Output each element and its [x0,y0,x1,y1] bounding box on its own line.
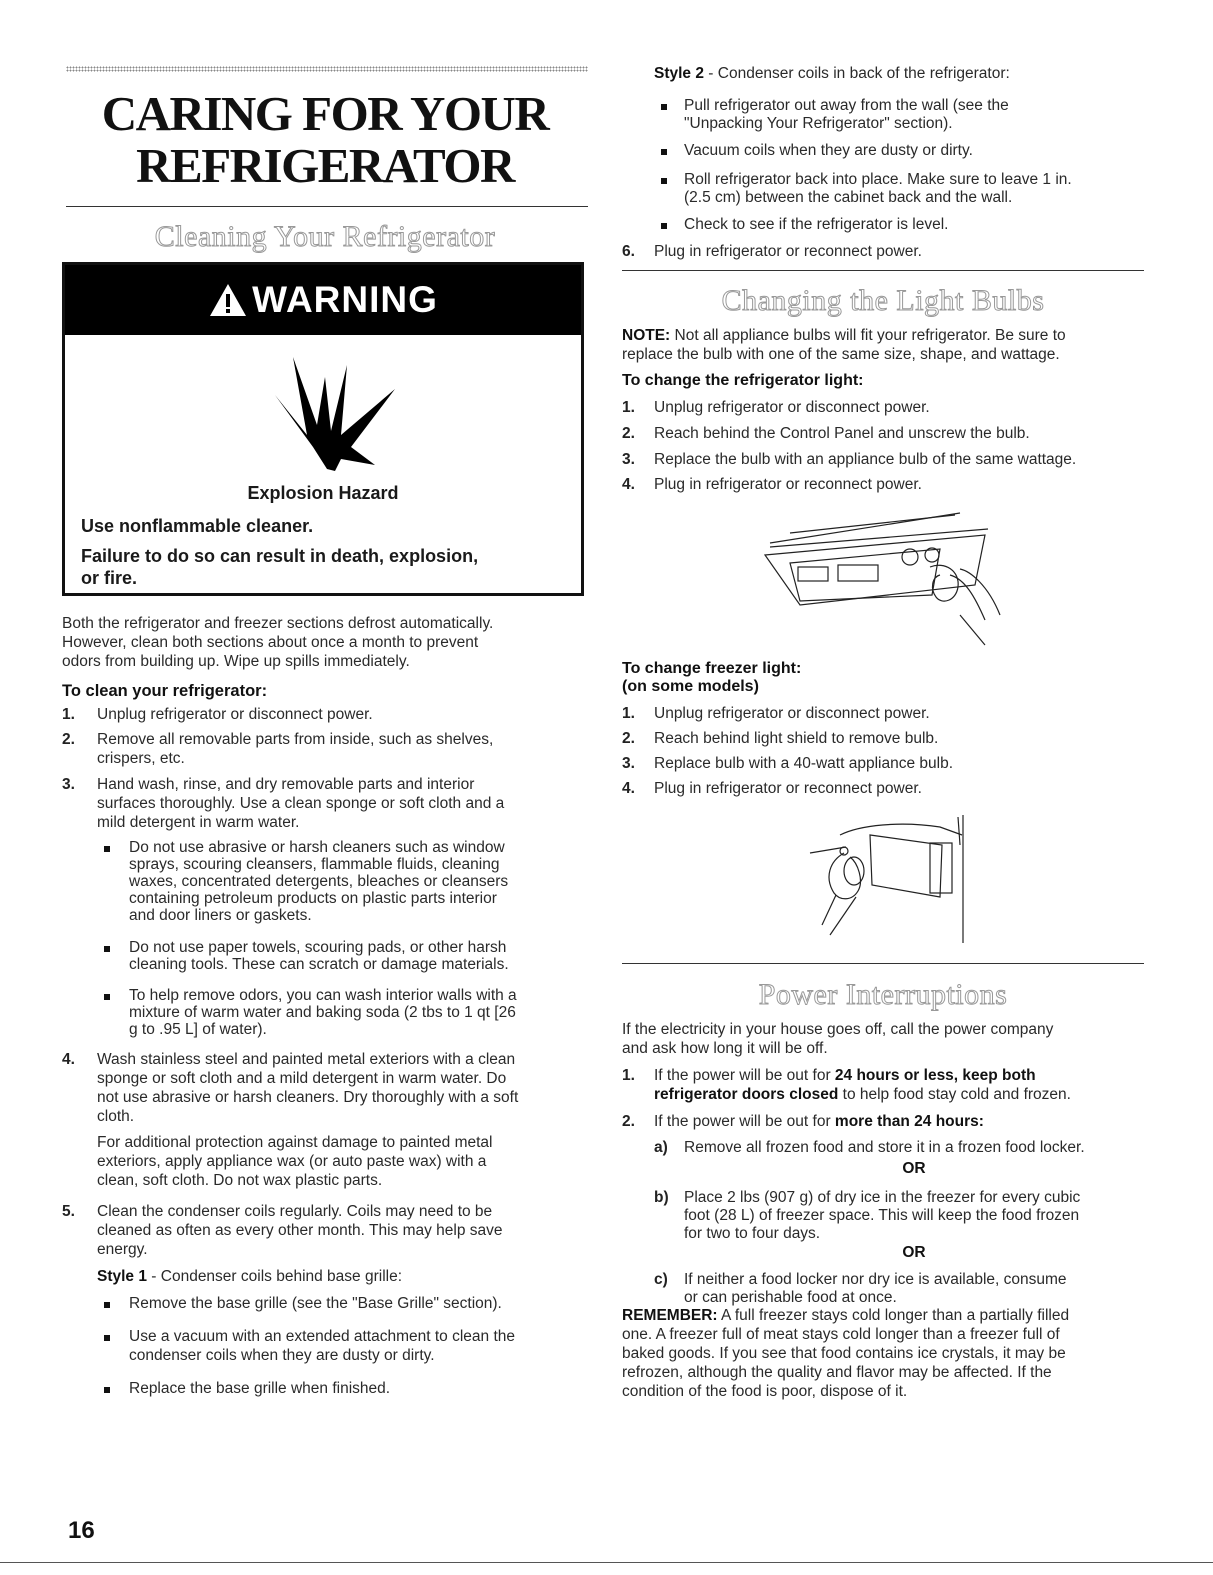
step-text: Replace bulb with a 40-watt appliance bulb. [654,755,953,772]
cleaning-intro [62,614,588,671]
bullet-text: Pull refrigerator out away from the wall (see the [684,97,1009,114]
remember-text: refrozen, although the quality and flavor may be affected. If the [622,1364,1052,1381]
bullet-text: cleaning tools. These can scratch or damage materials. [129,956,509,973]
freezer-light-heading [622,660,801,696]
style1-label: Style 1 [97,1268,147,1285]
step-text: cleaned as often as every other month. This may help save [97,1222,503,1239]
freezer-heading-line2: (on some models) [622,678,759,695]
bullet [104,946,110,952]
bullet-text: waxes, concentrated detergents, bleaches or cleansers [129,873,509,890]
remember-text: baked goods. If you see that food contains ice crystals, it may be [622,1345,1066,1362]
title-divider [66,206,588,207]
step-text: cloth. [97,1108,135,1125]
page-title [62,88,588,192]
freezer-light-illustration [800,805,980,945]
substep-text: or can perishable food at once. [684,1289,897,1306]
power-step2-pre: If the power will be out for [654,1113,835,1130]
step-number: 1. [62,706,75,723]
bullet [104,1387,110,1393]
step-text: Unplug refrigerator or disconnect power. [97,706,373,723]
bullet-text: and door liners or gaskets. [129,907,312,924]
freezer-light-steps [622,704,1146,804]
bullet-text: Do not use paper towels, scouring pads, or other harsh [129,939,507,956]
substep-text: foot (28 L) of freezer space. This will keep the food frozen [684,1207,1080,1224]
step-text: Plug in refrigerator or reconnect power. [654,476,922,493]
bullet-text: g to .95 L] of water). [129,1021,267,1038]
bulb-note [622,326,1146,364]
bullet-text: Vacuum coils when they are dusty or dirty. [684,142,973,159]
substep-text: Remove all frozen food and store it in a frozen food locker. [684,1139,1085,1156]
step-text: Replace the bulb with an appliance bulb of the same wattage. [654,451,1077,468]
hazard-instruction: Use nonflammable cleaner. [81,516,314,536]
power-step1-rest: to help food stay cold and frozen. [838,1086,1071,1103]
step-text: sponge or soft cloth and a mild detergent in warm water. Do [97,1070,507,1087]
step-number: 3. [622,451,635,468]
step-text: surfaces thoroughly. Use a clean sponge or soft cloth and a [97,795,505,812]
step-text: Wash stainless steel and painted metal exteriors with a clean [97,1051,516,1068]
top-dotted-rule [66,66,588,72]
refrigerator-light-illustration [760,505,1010,655]
power-step1-bold: 24 hours or less, keep both [834,1067,1036,1084]
or-label: OR [902,1244,926,1261]
step-text: mild detergent in warm water. [97,814,300,831]
style2-label: Style 2 [654,65,704,82]
step-text: exteriors, apply appliance wax (or auto paste wax) with a [97,1153,487,1170]
bullet-text: "Unpacking Your Refrigerator" section). [684,115,953,132]
substep-letter: a) [654,1139,668,1156]
bullet-text: mixture of warm water and baking soda (2 tbs to 1 qt [26 [129,1004,516,1021]
step-number: 2. [62,731,75,748]
note-label: NOTE: [622,327,671,344]
power-intro-line: If the electricity in your house goes off, call the power company [622,1021,1054,1038]
hazard-name: Explosion Hazard [247,483,399,503]
cleaning-steps [62,705,588,1395]
step-text: Unplug refrigerator or disconnect power. [654,399,930,416]
step-number: 2. [622,730,635,747]
fridge-light-heading: To change the refrigerator light: [622,372,864,389]
power-step1-pre: If the power will be out for [654,1067,835,1084]
bullet-text: Check to see if the refrigerator is level. [684,216,949,233]
note-text: Not all appliance bulbs will fit your refrigerator. Be sure to [670,327,1066,344]
step-text: energy. [97,1241,148,1258]
remember-text: A full freezer stays cold longer than a partially filled [717,1307,1070,1324]
step-number: 6. [622,243,635,260]
power-step2-line [654,1112,984,1131]
warning-triangle-icon [208,282,248,318]
bullet [661,178,667,184]
bullet-text: condenser coils when they are dusty or dirty. [129,1347,435,1364]
bullet-text: Replace the base grille when finished. [129,1380,391,1397]
hazard-consequence-line1: Failure to do so can result in death, explosion, [81,546,479,566]
bullet-text: sprays, scouring cleansers, flammable fluids, cleaning [129,856,500,873]
power-step1-bold2: refrigerator doors closed [654,1086,839,1103]
step-text: Clean the condenser coils regularly. Coils may need to be [97,1203,493,1220]
step-text: not use abrasive or harsh cleaners. Dry thoroughly with a soft [97,1089,519,1106]
step-text: Reach behind the Control Panel and unscrew the bulb. [654,425,1030,442]
warning-label: WARNING [252,279,438,320]
bullet-text: Use a vacuum with an extended attachment to clean the [129,1328,516,1345]
bullet [104,1335,110,1341]
power-intro [622,1020,1146,1058]
style2-text: - Condenser coils in back of the refrigerator: [703,65,1010,82]
substep-text: for two to four days. [684,1225,821,1242]
step-text: Reach behind light shield to remove bulb. [654,730,939,747]
bullet-text: Remove the base grille (see the "Base Grille" section). [129,1295,502,1312]
intro-line: However, clean both sections about once a month to prevent [62,634,479,651]
power-step1-line1 [654,1066,1036,1085]
section-heading-bulbs: Changing the Light Bulbs [721,284,1045,317]
substep-text: If neither a food locker nor dry ice is available, consume [684,1271,1067,1288]
bulbs-divider [622,270,1144,271]
step-text: Unplug refrigerator or disconnect power. [654,705,930,722]
step-text: crispers, etc. [97,750,185,767]
note-text: replace the bulb with one of the same size, shape, and wattage. [622,346,1060,363]
bullet-text: To help remove odors, you can wash interior walls with a [129,987,517,1004]
step-number: 3. [622,755,635,772]
style2-block [622,64,1146,284]
step-text: clean, soft cloth. Do not wax plastic parts. [97,1172,383,1189]
step-number: 2. [622,1113,635,1130]
step-number: 1. [622,1067,635,1084]
remember-label: REMEMBER: [622,1307,718,1324]
clean-heading: To clean your refrigerator: [62,682,268,700]
bullet-text: (2.5 cm) between the cabinet back and the wall. [684,189,1013,206]
bullet [104,994,110,1000]
warning-banner [65,265,581,335]
style1-line [97,1267,402,1286]
step-text: Hand wash, rinse, and dry removable parts and interior [97,776,475,793]
style2-line [654,64,1010,83]
substep-text: Place 2 lbs (907 g) of dry ice in the freezer for every cubic [684,1189,1081,1206]
style1-text: - Condenser coils behind base grille: [146,1268,403,1285]
intro-line: Both the refrigerator and freezer sections defrost automatically. [62,615,494,632]
page-number: 16 [68,1517,95,1544]
step-number: 5. [62,1203,75,1220]
explosion-icon [255,347,400,477]
warning-box [62,262,584,596]
or-label: OR [902,1160,926,1177]
bullet [104,1302,110,1308]
remember-text: condition of the food is poor, dispose of it. [622,1383,908,1400]
bullet [661,149,667,155]
page-title-line2: REFRIGERATOR [136,138,514,193]
section-heading-power: Power Interruptions [758,978,1008,1011]
step-number: 4. [622,476,635,493]
bullet [661,104,667,110]
bottom-rule [0,1562,1213,1563]
bullet-text: Do not use abrasive or harsh cleaners such as window [129,839,505,856]
intro-line: odors from building up. Wipe up spills immediately. [62,653,410,670]
step-text: Plug in refrigerator or reconnect power. [654,780,922,797]
step-text: For additional protection against damage to painted metal [97,1134,493,1151]
remember-text: one. A freezer full of meat stays cold longer than a freezer full of [622,1326,1060,1343]
step-number: 1. [622,399,635,416]
substep-letter: b) [654,1189,669,1206]
power-divider [622,963,1144,964]
step-number: 4. [62,1051,75,1068]
section-heading-cleaning: Cleaning Your Refrigerator [154,220,496,253]
bullet-text: Roll refrigerator back into place. Make sure to leave 1 in. [684,171,1072,188]
bullet [661,223,667,229]
bullet [104,846,110,852]
step-number: 2. [622,425,635,442]
remember-note [622,1306,1152,1401]
substep-letter: c) [654,1271,668,1288]
freezer-heading-line1: To change freezer light: [622,660,802,677]
hazard-consequence-line2: or fire. [81,568,138,588]
step-number: 1. [622,705,635,722]
power-step2-bold: more than 24 hours: [834,1113,984,1130]
bullet-text: containing petroleum products on plastic parts interior [129,890,497,907]
fridge-light-steps [622,398,1146,498]
step-text: Remove all removable parts from inside, such as shelves, [97,731,494,748]
step-number: 3. [62,776,75,793]
step-text: Plug in refrigerator or reconnect power. [654,243,922,260]
page-title-line1: CARING FOR YOUR [101,86,549,141]
step-number: 4. [622,780,635,797]
power-step1-line2 [654,1085,1071,1104]
power-intro-line: and ask how long it will be off. [622,1040,828,1057]
